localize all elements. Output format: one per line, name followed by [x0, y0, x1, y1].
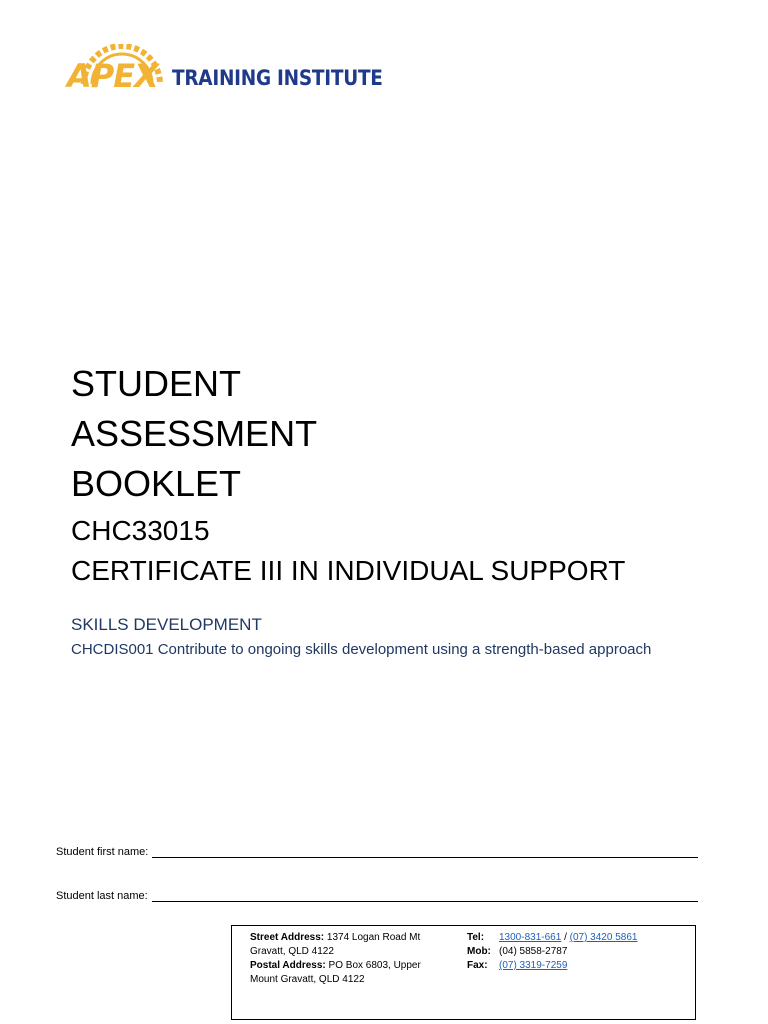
first-name-row [56, 846, 698, 858]
mob-label: Mob: [467, 946, 491, 957]
street-value: 1374 Logan Road Mt Gravatt, QLD 4122 [250, 932, 421, 957]
fax-row [467, 959, 687, 973]
last-name-field[interactable] [152, 891, 698, 902]
postal-address [250, 959, 450, 987]
tel-row [467, 931, 687, 945]
last-name-row [56, 890, 698, 902]
logo-institute-name: TRAINING INSTITUTE [172, 66, 383, 90]
mob-row [467, 945, 687, 959]
fax-link[interactable]: (07) 3319-7259 [499, 960, 568, 971]
first-name-label: Student first name: [56, 846, 149, 858]
fax-label: Fax: [467, 960, 488, 971]
title-line-2: ASSESSMENT [71, 413, 318, 454]
tel-separator: / [564, 932, 567, 943]
qualification-code: CHC33015 [71, 515, 210, 546]
unit-code: CHCDIS001 [71, 641, 154, 658]
booklet-title [71, 359, 625, 591]
tel-link-1[interactable]: 1300-831-661 [499, 932, 562, 943]
postal-label: Postal Address: [250, 960, 326, 971]
apex-logo [64, 44, 384, 100]
logo-brand-text: APEX [67, 57, 158, 95]
last-name-label: Student last name: [56, 890, 148, 902]
street-label: Street Address: [250, 932, 325, 943]
unit-line [71, 637, 651, 663]
title-line-3: BOOKLET [71, 463, 242, 504]
title-line-1: STUDENT [71, 363, 241, 404]
address-block [250, 931, 450, 987]
street-address [250, 931, 450, 959]
qualification-title: CERTIFICATE III IN INDIVIDUAL SUPPORT [71, 555, 626, 586]
tel-link-2[interactable]: (07) 3420 5861 [569, 932, 638, 943]
first-name-field[interactable] [152, 847, 698, 858]
unit-info [71, 613, 651, 663]
mob-value: (04) 5858-2787 [499, 946, 568, 957]
contact-box [231, 925, 696, 1020]
section-heading: SKILLS DEVELOPMENT [71, 615, 262, 634]
postal-value: PO Box 6803, Upper Mount Gravatt, QLD 4122 [250, 960, 421, 985]
tel-label: Tel: [467, 932, 485, 943]
unit-title: Contribute to ongoing skills development using a strength-based approach [157, 641, 652, 658]
phone-block [467, 931, 687, 973]
